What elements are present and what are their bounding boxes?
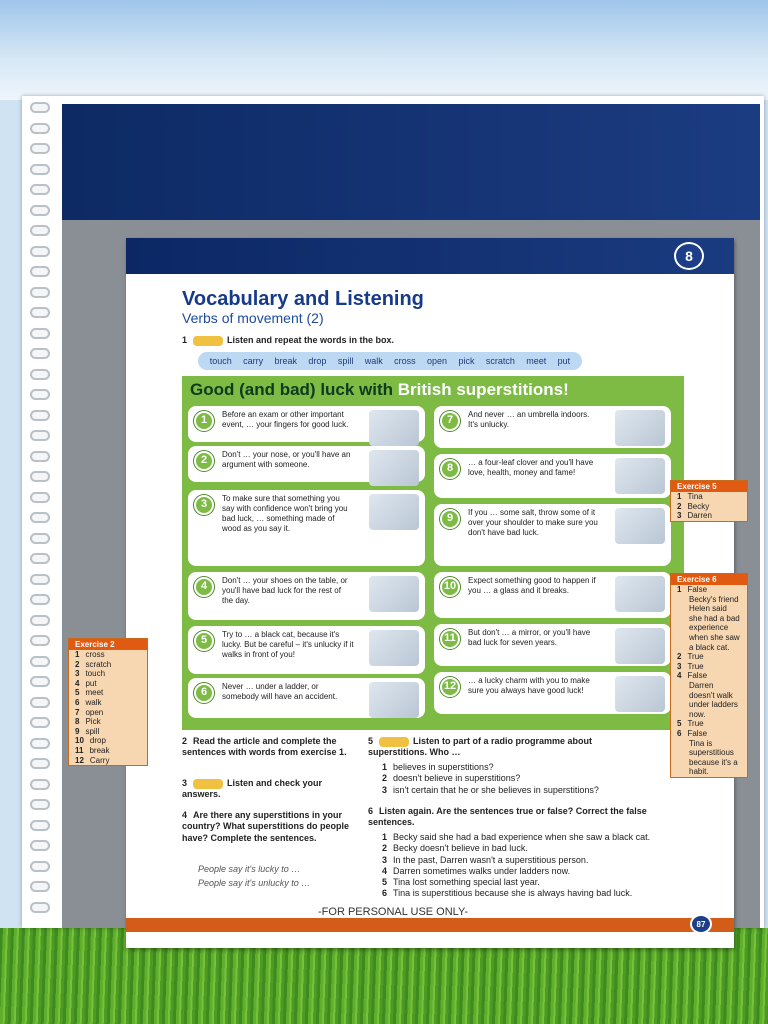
item-number: 3	[382, 784, 388, 795]
card-illustration	[369, 682, 419, 718]
answer-value: True	[687, 719, 704, 729]
answer-number: 2	[677, 652, 682, 662]
answer-row	[671, 511, 747, 521]
exercise-list-item	[382, 855, 702, 866]
spiral-ring	[30, 143, 50, 154]
answer-number: 1	[677, 585, 682, 594]
answer-value: Tina	[687, 492, 703, 501]
spiral-ring	[30, 348, 50, 359]
card-number: 11	[440, 629, 460, 649]
textbook-page	[126, 238, 734, 948]
answer-number: 2	[75, 659, 80, 669]
exercise-3-text: Listen and check your answers.	[182, 778, 323, 800]
spiral-ring	[30, 861, 50, 872]
spiral-ring	[30, 779, 50, 790]
exercise-2-number: 2	[182, 736, 188, 746]
spiral-ring	[30, 430, 50, 441]
spiral-ring	[30, 615, 50, 626]
spiral-ring	[30, 758, 50, 769]
card-illustration	[369, 494, 419, 530]
answer-row	[69, 717, 147, 727]
exercise-3-number: 3	[182, 778, 188, 788]
item-number: 6	[382, 888, 388, 899]
card-illustration	[369, 630, 419, 666]
spiral-ring	[30, 369, 50, 380]
exercise-1-instruction: Listen and repeat the words in the box.	[227, 335, 395, 345]
page-subtitle: Verbs of movement (2)	[182, 310, 324, 326]
page-title: Vocabulary and Listening	[182, 288, 424, 310]
exercise-5-text: Listen to part of a radio programme about superstitions. Who …	[368, 736, 593, 758]
card-number: 2	[194, 451, 214, 471]
word-box-item: break	[274, 356, 298, 366]
article-title-part1: Good (and bad) luck with	[190, 380, 394, 399]
exercise-list-item	[382, 762, 682, 773]
exercise-6	[368, 806, 668, 829]
card-text: To make sure that something you say with confidence won't bring you bad luck, … something made of wood as you say it.	[222, 494, 348, 533]
answer-number: 8	[75, 717, 80, 727]
card-illustration	[369, 576, 419, 612]
superstition-card	[434, 504, 671, 566]
card-illustration	[369, 410, 419, 446]
card-number: 6	[194, 683, 214, 703]
exercise-4-line-2: People say it's unlucky to …	[198, 878, 311, 888]
item-text: Tina lost something special last year.	[393, 877, 540, 887]
answer-value: False	[687, 671, 708, 681]
answer-number: 4	[677, 671, 682, 681]
card-illustration	[615, 508, 665, 544]
spiral-ring	[30, 799, 50, 810]
item-number: 1	[382, 832, 388, 842]
superstition-card	[188, 406, 425, 442]
item-text: believes in superstitions?	[393, 762, 494, 772]
card-number: 9	[440, 509, 460, 529]
exercise-list-item	[382, 877, 702, 888]
spiral-ring	[30, 820, 50, 831]
exercise-list-item	[382, 888, 702, 899]
word-box-item: spill	[337, 356, 354, 366]
spiral-ring	[30, 451, 50, 462]
spiral-ring	[30, 328, 50, 339]
card-illustration	[615, 410, 665, 446]
card-number: 3	[194, 495, 214, 515]
card-number: 10	[440, 577, 460, 597]
item-number: 4	[382, 865, 388, 876]
exercise-4-number: 4	[182, 810, 188, 820]
card-illustration	[615, 458, 665, 494]
word-box-item: carry	[243, 356, 264, 366]
item-text: Becky doesn't believe in bad luck.	[393, 843, 528, 854]
spiral-ring	[30, 676, 50, 687]
card-text: And never … an umbrella indoors. It's unlucky.	[468, 410, 590, 429]
item-text: Becky said she had a bad experience when she saw a black cat.	[393, 832, 651, 842]
word-box-item: pick	[458, 356, 475, 366]
personal-use-notice: -FOR PERSONAL USE ONLY-	[318, 906, 468, 918]
spiral-ring	[30, 164, 50, 175]
card-text: If you … some salt, throw some of it over your shoulder to make sure you don't have bad luck.	[468, 508, 598, 537]
card-number: 4	[194, 577, 214, 597]
answer-row	[671, 729, 747, 777]
answer-number: 7	[75, 707, 80, 717]
answer-row	[69, 698, 147, 708]
spiral-ring	[30, 840, 50, 851]
card-illustration	[615, 628, 665, 664]
item-text: In the past, Darren wasn't a superstitious person.	[393, 854, 589, 865]
card-text: Try to … a black cat, because it's lucky. But be careful – it's unlucky if it walks in front of you!	[222, 630, 354, 659]
answer-row	[69, 650, 147, 660]
exercise-list-item	[382, 785, 682, 796]
word-box-item: put	[557, 356, 571, 366]
spiral-ring	[30, 389, 50, 400]
card-number: 5	[194, 631, 214, 651]
spiral-ring	[30, 697, 50, 708]
spiral-ring	[30, 656, 50, 667]
superstition-card	[188, 572, 425, 620]
answer-number: 3	[677, 661, 682, 671]
exercise-6-list	[382, 832, 702, 900]
answer-value: drop	[89, 736, 106, 746]
spiral-ring	[30, 492, 50, 503]
answer-value: False	[687, 585, 708, 594]
answer-row	[671, 585, 747, 652]
exercise-1-number: 1	[182, 335, 188, 345]
spiral-ring	[30, 287, 50, 298]
superstition-card	[434, 406, 671, 448]
cd-icon	[193, 336, 223, 346]
word-box-item: meet	[526, 356, 547, 366]
card-text: Before an exam or other important event, … your fingers for good luck.	[222, 410, 349, 429]
answer-value: open	[85, 707, 104, 717]
unit-badge: 8	[674, 242, 704, 270]
page-footer-band	[126, 918, 734, 932]
answer-number: 11	[75, 745, 84, 755]
answer-value: Pick	[85, 717, 101, 727]
cd-icon	[379, 737, 409, 747]
answers-exercise-6-title: Exercise 6	[671, 574, 747, 585]
answer-row	[69, 660, 147, 670]
superstition-card	[188, 678, 425, 718]
exercise-4-text: Are there any superstitions in your country? What superstitions do people have? Complete the sentences.	[182, 810, 350, 843]
word-box-item: walk	[364, 356, 383, 366]
answer-value: True	[687, 652, 704, 662]
exercise-list-item	[382, 843, 702, 854]
binder-sheet	[22, 96, 764, 928]
spiral-ring	[30, 471, 50, 482]
navy-header-band	[62, 104, 760, 220]
answer-value: cross	[85, 650, 105, 659]
exercise-1	[182, 335, 394, 346]
card-text: Never … under a ladder, or somebody will have an accident.	[222, 682, 338, 701]
item-number: 3	[382, 854, 388, 865]
card-text: But don't … a mirror, or you'll have bad luck for seven years.	[468, 628, 591, 647]
word-box-item: open	[427, 356, 448, 366]
answer-value: Darren	[687, 511, 712, 521]
answer-row	[69, 679, 147, 689]
answer-row	[69, 669, 147, 679]
exercise-5-number: 5	[368, 736, 374, 746]
answer-row	[69, 746, 147, 756]
answer-number: 1	[677, 492, 682, 501]
answer-number: 6	[75, 697, 80, 707]
answer-row	[671, 671, 747, 719]
answer-row	[671, 652, 747, 662]
spiral-ring	[30, 205, 50, 216]
article-title-part2: British superstitions!	[397, 380, 569, 399]
answers-exercise-5	[670, 480, 748, 522]
exercise-4-line-1: People say it's lucky to …	[198, 864, 301, 874]
answer-row	[671, 502, 747, 512]
card-number: 8	[440, 459, 460, 479]
answer-number: 2	[677, 501, 682, 511]
answer-number: 4	[75, 678, 80, 688]
spiral-ring	[30, 553, 50, 564]
item-text: isn't certain that he or she believes in superstitions?	[393, 784, 599, 795]
word-box	[198, 352, 582, 370]
item-number: 1	[382, 762, 388, 772]
spiral-ring	[30, 184, 50, 195]
answer-number: 10	[75, 736, 84, 746]
answers-exercise-2	[68, 638, 148, 766]
spiral-ring	[30, 225, 50, 236]
answers-exercise-5-title: Exercise 5	[671, 481, 747, 492]
card-illustration	[615, 576, 665, 612]
answer-value: scratch	[85, 659, 112, 669]
answer-number: 5	[677, 719, 682, 729]
article-panel	[182, 376, 684, 730]
answer-row	[69, 688, 147, 698]
card-text: … a lucky charm with you to make sure you always have good luck!	[468, 676, 590, 695]
answer-row	[671, 662, 747, 672]
item-text: Tina is superstitious because she is always having bad luck.	[393, 888, 633, 899]
exercise-4	[182, 810, 350, 844]
answer-value: meet	[85, 688, 104, 698]
answer-row	[69, 708, 147, 718]
word-box-item: touch	[209, 356, 232, 366]
answer-number: 3	[677, 511, 682, 521]
superstition-card	[434, 572, 671, 618]
card-number: 7	[440, 411, 460, 431]
answer-value: Becky	[687, 501, 710, 511]
exercise-list-item	[382, 773, 682, 784]
answer-value: break	[89, 745, 110, 755]
spiral-ring	[30, 102, 50, 113]
exercise-2	[182, 736, 350, 759]
spiral-ring	[30, 635, 50, 646]
answer-note: Darren doesn't walk under ladders now.	[689, 680, 738, 719]
answer-row	[69, 727, 147, 737]
superstition-card	[188, 446, 425, 482]
spiral-ring	[30, 738, 50, 749]
exercise-6-number: 6	[368, 806, 374, 816]
answer-value: True	[687, 661, 704, 671]
answer-value: put	[85, 678, 97, 688]
answer-number: 5	[75, 688, 80, 698]
spiral-binding	[22, 96, 62, 928]
item-text: Darren sometimes walks under ladders now.	[393, 865, 571, 876]
spiral-ring	[30, 717, 50, 728]
item-text: doesn't believe in superstitions?	[393, 773, 521, 784]
sky-background	[0, 0, 768, 100]
page-header-band	[126, 238, 734, 274]
page-number: 87	[690, 914, 712, 934]
exercise-5	[368, 736, 630, 759]
item-number: 2	[382, 773, 388, 784]
card-illustration	[369, 450, 419, 486]
answer-value: False	[687, 728, 708, 738]
answer-number: 3	[75, 669, 80, 679]
card-text: Don't … your shoes on the table, or you'll have bad luck for the rest of the day.	[222, 576, 348, 605]
word-box-item: scratch	[485, 356, 515, 366]
answer-note: Becky's friend Helen said she had a bad experience when she saw a black cat.	[689, 594, 740, 652]
spiral-ring	[30, 881, 50, 892]
card-number: 1	[194, 411, 214, 431]
answers-exercise-6	[670, 573, 748, 778]
answer-number: 1	[75, 650, 80, 659]
spiral-ring	[30, 533, 50, 544]
answer-row	[671, 719, 747, 729]
item-number: 5	[382, 877, 388, 887]
exercise-2-text: Read the article and complete the sentences with words from exercise 1.	[182, 736, 347, 758]
answer-note: Tina is superstitious because it's a habit.	[689, 738, 738, 777]
answer-number: 9	[75, 726, 80, 736]
spiral-ring	[30, 594, 50, 605]
card-text: … a four-leaf clover and you'll have love, health, money and fame!	[468, 458, 594, 477]
answer-value: touch	[85, 669, 106, 679]
superstition-card	[188, 626, 425, 674]
exercise-list-item	[382, 832, 702, 843]
answer-value: spill	[85, 726, 100, 736]
exercise-list-item	[382, 866, 702, 877]
spiral-ring	[30, 307, 50, 318]
spiral-ring	[30, 574, 50, 585]
answer-row	[69, 756, 147, 766]
answer-value: Carry	[89, 755, 110, 765]
exercise-6-text: Listen again. Are the sentences true or false? Correct the false sentences.	[368, 806, 647, 828]
word-box-item: drop	[308, 356, 327, 366]
exercise-5-list	[382, 762, 682, 796]
superstition-card	[434, 454, 671, 498]
item-number: 2	[382, 843, 388, 854]
answers-exercise-2-title: Exercise 2	[69, 639, 147, 650]
spiral-ring	[30, 512, 50, 523]
answer-row	[69, 736, 147, 746]
spiral-ring	[30, 246, 50, 257]
superstition-card	[434, 672, 671, 714]
spiral-ring	[30, 123, 50, 134]
word-box-item: cross	[394, 356, 416, 366]
spiral-ring	[30, 266, 50, 277]
answer-value: walk	[85, 697, 102, 707]
spiral-ring	[30, 410, 50, 421]
article-title	[190, 380, 569, 400]
card-number: 12	[440, 677, 460, 697]
card-illustration	[615, 676, 665, 712]
superstition-card	[434, 624, 671, 666]
answer-number: 12	[75, 755, 84, 765]
answer-number: 6	[677, 728, 682, 738]
cd-icon	[193, 779, 223, 789]
superstition-card	[188, 490, 425, 566]
exercise-3	[182, 778, 350, 801]
answer-row	[671, 492, 747, 502]
card-text: Don't … your nose, or you'll have an argument with someone.	[222, 450, 351, 469]
card-text: Expect something good to happen if you … a glass and it breaks.	[468, 576, 596, 595]
